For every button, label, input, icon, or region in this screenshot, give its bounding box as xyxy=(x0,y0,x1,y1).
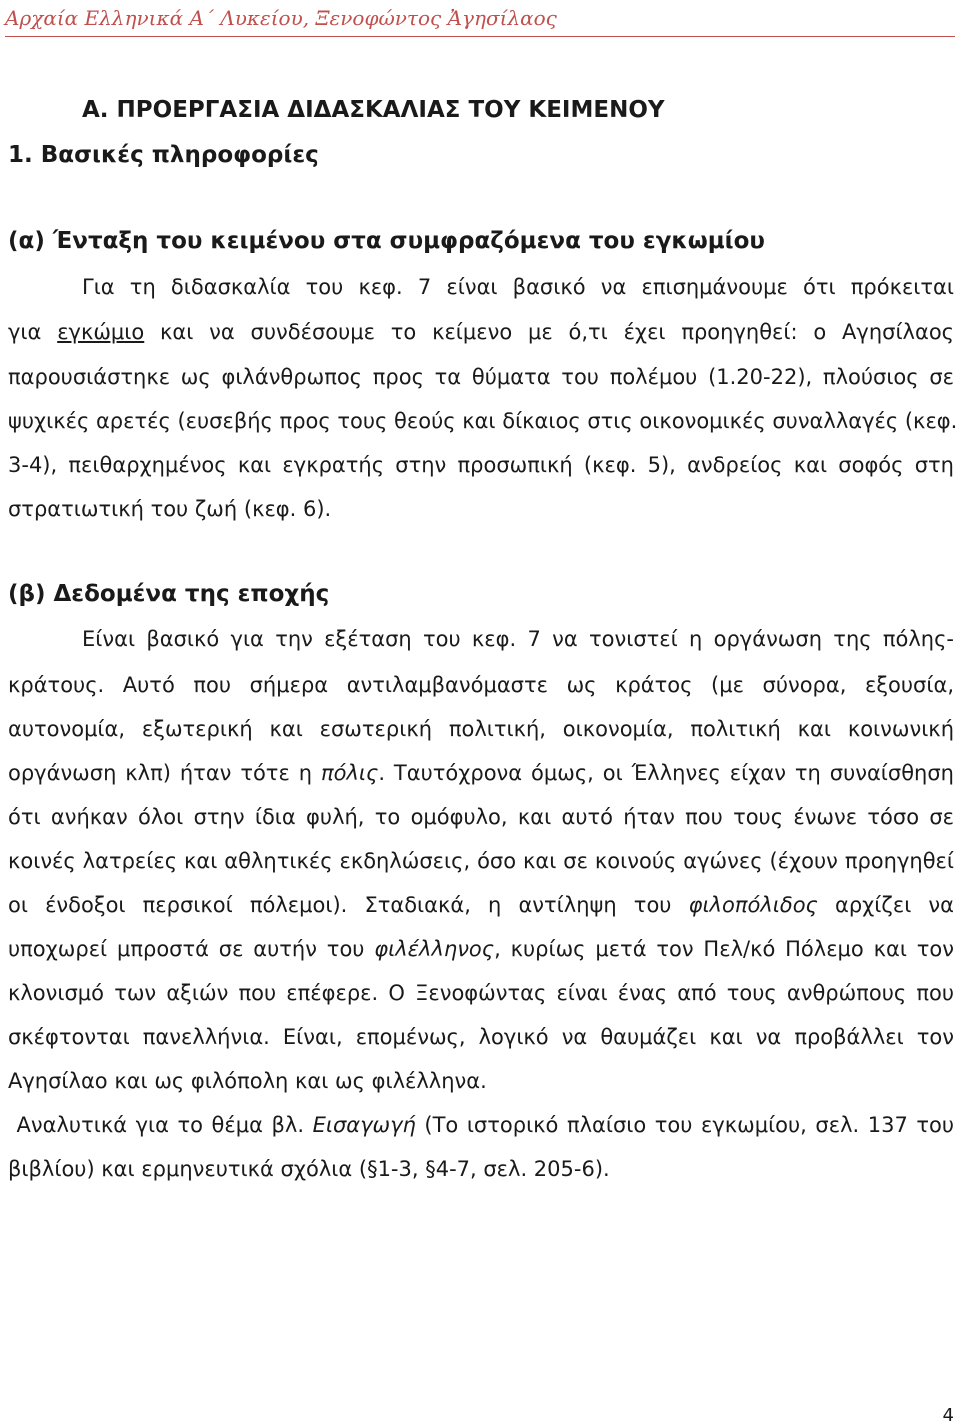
term-eisagogi: Εισαγωγή xyxy=(312,1113,416,1137)
paragraph-b-line-12 xyxy=(8,1111,954,1139)
paragraph-a-line-1: Για τη διδασκαλία του κεφ. 7 είναι βασικό να επισημάνουμε ότι πρόκειται xyxy=(82,275,954,299)
paragraph-b-line-4 xyxy=(8,759,954,787)
text-fragment: υποχωρεί μπροστά σε αυτήν του xyxy=(8,937,375,961)
text-fragment: και να συνδέσουμε το κείμενο με ό,τι έχει προηγηθεί: ο Αγησίλαος xyxy=(144,320,954,344)
header-divider xyxy=(5,36,955,37)
paragraph-b-line-10: σκέφτονται πανελλήνια. Είναι, επομένως, λογικό να θαυμάζει και να προβάλλει τον xyxy=(8,1025,954,1049)
part-b-heading: (β) Δεδομένα της εποχής xyxy=(8,581,330,607)
paragraph-a-line-4: ψυχικές αρετές (ευσεβής προς τους θεούς και δίκαιος στις οικονομικές συναλλαγές (κεφ. xyxy=(8,409,958,433)
paragraph-a-line-5: 3-4), πειθαρχημένος και εγκρατής στην προσωπική (κεφ. 5), ανδρείος και σοφός στη xyxy=(8,453,954,477)
text-fragment: οι ένδοξοι περσικοί πόλεμοι). Σταδιακά, η αντίληψη του xyxy=(8,893,689,917)
text-fragment: για xyxy=(8,320,58,344)
paragraph-b-line-1: Είναι βασικό για την εξέταση του κεφ. 7 να τονιστεί η οργάνωση της πόλης- xyxy=(82,627,954,651)
paragraph-b-line-9: κλονισμό των αξιών που επέφερε. Ο Ξενοφώντας είναι ένας από τους ανθρώπους που xyxy=(8,981,954,1005)
term-filopolidos: φιλοπόλιδος xyxy=(688,893,818,917)
text-fragment: Αναλυτικά για το θέμα βλ. xyxy=(8,1113,313,1137)
paragraph-b-line-7 xyxy=(8,891,954,919)
term-polis: πόλις xyxy=(320,761,379,785)
subsection-title: 1. Βασικές πληροφορίες xyxy=(8,142,319,168)
paragraph-a-line-3: παρουσιάστηκε ως φιλάνθρωπος προς τα θύματα του πολέμου (1.20-22), πλούσιος σε xyxy=(8,365,954,389)
paragraph-b-line-6: κοινές λατρείες και αθλητικές εκδηλώσεις, όσο και σε κοινούς αγώνες (έχουν προηγηθεί xyxy=(8,849,954,873)
paragraph-a-line-2 xyxy=(8,318,954,346)
part-a-heading: (α) Ένταξη του κειμένου στα συμφραζόμενα του εγκωμίου xyxy=(8,228,765,254)
page-header-title: Αρχαία Ελληνικά Α΄ Λυκείου, Ξενοφώντος Ἀγησίλαος xyxy=(5,6,557,30)
paragraph-b-line-8 xyxy=(8,935,954,963)
text-fragment: . Ταυτόχρονα όμως, οι Έλληνες είχαν τη συναίσθηση xyxy=(378,761,954,785)
paragraph-b-line-3: αυτονομία, εξωτερική και εσωτερική πολιτική, οικονομία, πολιτική και κοινωνική xyxy=(8,717,954,741)
text-fragment: οργάνωση κλπ) ήταν τότε η xyxy=(8,761,321,785)
text-fragment: αρχίζει να xyxy=(817,893,954,917)
paragraph-a-line-6: στρατιωτική του ζωή (κεφ. 6). xyxy=(8,497,332,521)
paragraph-b-line-2: κράτους. Αυτό που σήμερα αντιλαμβανόμαστε ως κράτος (με σύνορα, εξουσία, xyxy=(8,673,954,697)
paragraph-b-line-11: Αγησίλαο και ως φιλόπολη και ως φιλέλληνα. xyxy=(8,1069,487,1093)
paragraph-b-line-13: βιβλίου) και ερμηνευτικά σχόλια (§1-3, §4-7, σελ. 205-6). xyxy=(8,1157,610,1181)
text-fragment: , κυρίως μετά τον Πελ/κό Πόλεμο και τον xyxy=(494,937,954,961)
page-number: 4 xyxy=(942,1405,954,1426)
term-filellinos: φιλέλληνος xyxy=(374,937,495,961)
paragraph-b-line-5: ότι ανήκαν όλοι στην ίδια φυλή, το ομόφυλο, και αυτό ήταν που τους ένωνε τόσο σε xyxy=(8,805,954,829)
section-title: Α. ΠΡΟΕΡΓΑΣΙΑ ΔΙΔΑΣΚΑΛΙΑΣ ΤΟΥ ΚΕΙΜΕΝΟΥ xyxy=(82,97,665,123)
text-fragment: (Το ιστορικό πλαίσιο του εγκωμίου, σελ. 137 του xyxy=(415,1113,954,1137)
term-encomium: εγκώμιο xyxy=(57,320,145,344)
